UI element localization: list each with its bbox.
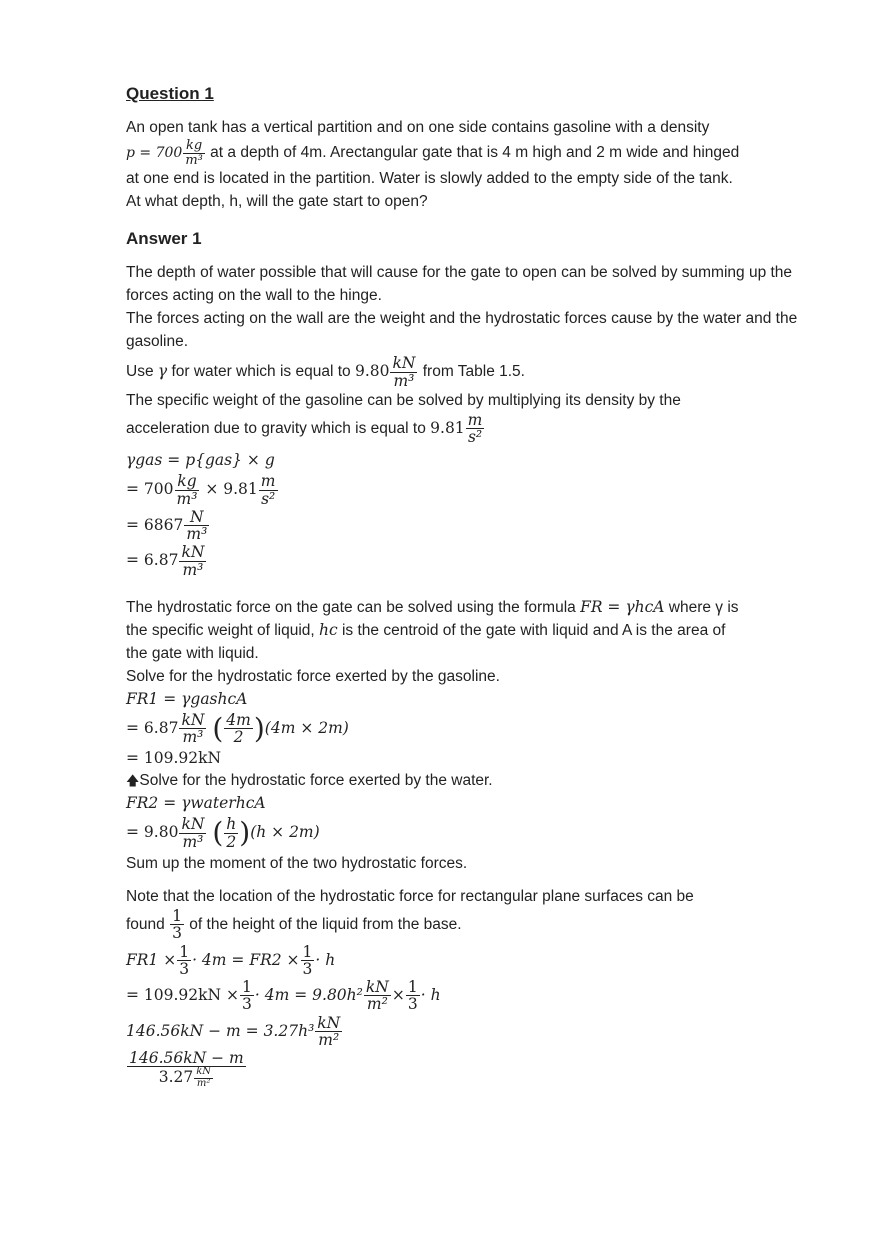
document-page: [126, 84, 816, 1091]
question-line-2-rest: at a depth of 4m. Arectangular gate that is 4 m high and 2 m wide and hinged: [205, 144, 740, 162]
fr2-substitution: = 9.80 $\frac{kN}{\text{m³}}$ ( $\frac{h}{2}$ )(h × 2m): [126, 815, 320, 851]
answer-paragraph-7: Sum up the moment of the two hydrostatic forces.: [126, 855, 468, 872]
fr1-substitution: = 6.87 $\frac{kN}{\text{m³}}$ ( $\frac{4m}{2}$ )(4m × 2m): [126, 710, 349, 747]
answer-paragraph-3: The specific weight of the gasoline can be solved by multiplying its density by the acceleration due to gravity which is equal to 9.81 $\frac{m}{\text{s²}}$: [126, 391, 681, 447]
answer-paragraph-1: The depth of water possible that will cause for the gate to open can be solved by summing up the forces acting on the wall to the hinge.: [126, 264, 793, 305]
moment-equation: FR1 × $\frac{1}{3}$ · 4m = FR2 × $\frac{1}{3}$ · h: [126, 942, 336, 978]
question-line-2: [126, 139, 816, 167]
fr2-definition: FR2 = γwaterhcA: [126, 794, 266, 813]
answer-paragraph-4: The hydrostatic force on the gate can be solved using the formula FR = γhcA where γ is the specific weight of liquid, hc is the centroid of the gate with liquid and A is the area of the gate with liquid.: [126, 597, 739, 662]
moment-substitution: = 109.92kN × $\frac{1}{3}$ · 4m = 9.80h² $\frac{kN}{\text{m²}}$ × $\frac{1}{3}$ · h: [126, 978, 441, 1014]
density-unit: $\frac{kg}{\text{m³}}$: [185, 138, 203, 168]
question-heading: Question 1: [126, 84, 214, 103]
question-text: [126, 116, 816, 213]
answer-paragraph-8: Note that the location of the hydrostatic force for rectangular plane surfaces can be found $\frac{1}{3}$ of the height of the liquid from the base.: [126, 888, 694, 943]
arrow-up-icon: 🡅: [126, 773, 140, 789]
question-line-4: At what depth, h, will the gate start to open?: [126, 193, 428, 211]
gamma-gas-kilonewton: = 6.87 $\frac{kN}{\text{m³}}$: [126, 543, 205, 579]
question-line-1: An open tank has a vertical partition and on one side contains gasoline with a density: [126, 119, 710, 136]
fr1-result: = 109.92kN: [126, 749, 222, 768]
gamma-gas-definition: γgas = p{gas} × g: [126, 451, 275, 470]
gamma-water-line: Use γ for water which is equal to 9.80 $\frac{kN}{\text{m³}}$ from Table 1.5.: [126, 354, 525, 390]
moment-simplified: 146.56kN − m = 3.27h³ $\frac{kN}{\text{m²}}$: [126, 1013, 341, 1049]
answer-paragraph-5: Solve for the hydrostatic force exerted by the gasoline.: [126, 667, 500, 685]
question-line-3: at one end is located in the partition. Water is slowly added to the empty side of the tank.: [126, 170, 733, 188]
gravity-unit: $\frac{m}{\text{s²}}$: [467, 410, 483, 447]
moment-division: 146.56kN − m 3.27 $\frac{kN}{\text{m²}}$: [129, 1049, 244, 1089]
answer-heading: Answer 1: [126, 229, 202, 249]
density-lhs: p = 700: [126, 145, 183, 162]
gamma-water-unit: $\frac{kN}{\text{m³}}$: [392, 354, 416, 390]
answer-paragraph-6: 🡅Solve for the hydrostatic force exerted by the water.: [126, 772, 493, 790]
fr1-definition: FR1 = γgashcA: [126, 689, 248, 708]
gamma-gas-substitution: = 700 $\frac{kg}{\text{m³}}$ × 9.81 $\frac{m}{\text{s²}}$: [126, 472, 276, 508]
gamma-gas-newton: = 6867 $\frac{N}{\text{m³}}$: [126, 507, 208, 544]
answer-paragraph-2: The forces acting on the wall are the weight and the hydrostatic forces cause by the water and the gasoline.: [126, 310, 798, 351]
